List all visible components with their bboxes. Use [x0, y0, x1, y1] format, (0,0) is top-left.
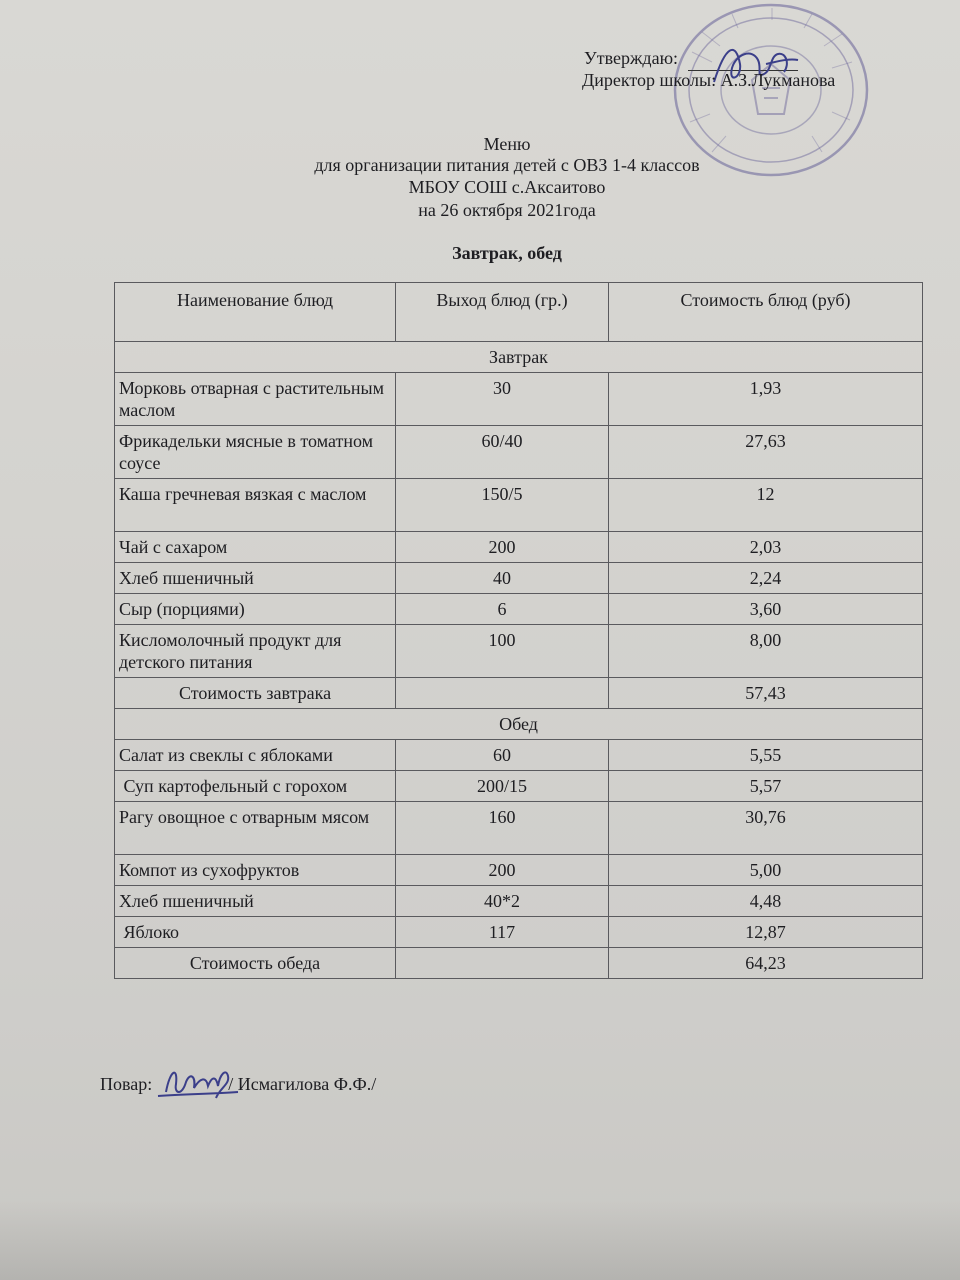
- dish-weight: 117: [396, 917, 609, 948]
- dish-price: 2,24: [609, 563, 923, 594]
- dish-weight: 40*2: [396, 886, 609, 917]
- empty-cell: [396, 948, 609, 979]
- breakfast-section-row: [115, 342, 923, 373]
- dish-price: 2,03: [609, 532, 923, 563]
- dish-price: 8,00: [609, 625, 923, 678]
- col-header-price: Стоимость блюд (руб): [609, 283, 923, 342]
- dish-weight: 40: [396, 563, 609, 594]
- table-row: [115, 625, 923, 678]
- approve-line: [584, 48, 678, 69]
- table-row: [115, 802, 923, 855]
- dish-name: Чай с сахаром: [115, 532, 396, 563]
- dish-price: 5,57: [609, 771, 923, 802]
- dish-weight: 6: [396, 594, 609, 625]
- menu-table: [114, 282, 923, 979]
- table-header-row: [115, 283, 923, 342]
- dish-price: 12,87: [609, 917, 923, 948]
- table-row: [115, 886, 923, 917]
- dish-name: Каша гречневая вязкая с маслом: [115, 479, 396, 532]
- breakfast-label: Завтрак: [115, 342, 923, 373]
- table-row: [115, 771, 923, 802]
- dish-weight: 160: [396, 802, 609, 855]
- dish-name: Салат из свеклы с яблоками: [115, 740, 396, 771]
- director-label: Директор школы:: [582, 70, 717, 90]
- approve-label: Утверждаю:: [584, 48, 679, 68]
- lunch-section-row: [115, 709, 923, 740]
- dish-price: 30,76: [609, 802, 923, 855]
- dish-name: Фрикадельки мясные в томатном соусе: [115, 426, 396, 479]
- dish-name: Яблоко: [115, 917, 396, 948]
- table-row: [115, 563, 923, 594]
- table-row: [115, 740, 923, 771]
- dish-price: 5,55: [609, 740, 923, 771]
- cook-signature: [156, 1058, 240, 1102]
- col-header-dish: Наименование блюд: [115, 283, 396, 342]
- director-name: А.З.Лукманова: [720, 70, 836, 90]
- dish-weight: 200: [396, 532, 609, 563]
- lunch-label: Обед: [115, 709, 923, 740]
- dish-price: 12: [609, 479, 923, 532]
- table-row: [115, 373, 923, 426]
- col-header-weight: Выход блюд (гр.): [396, 283, 609, 342]
- dish-price: 3,60: [609, 594, 923, 625]
- dish-weight: 30: [396, 373, 609, 426]
- dish-weight: 60: [396, 740, 609, 771]
- table-row: [115, 532, 923, 563]
- dish-name: Суп картофельный с горохом: [115, 771, 396, 802]
- dish-price: 5,00: [609, 855, 923, 886]
- dish-price: 4,48: [609, 886, 923, 917]
- breakfast-total-row: [115, 678, 923, 709]
- dish-name: Компот из сухофруктов: [115, 855, 396, 886]
- dish-weight: 200: [396, 855, 609, 886]
- dish-name: Кисломолочный продукт для детского питания: [115, 625, 396, 678]
- paper-shadow: [0, 1200, 960, 1280]
- menu-subtitle: для организации питания детей с ОВЗ 1-4 классов: [314, 155, 700, 175]
- table-row: [115, 594, 923, 625]
- dish-weight: 200/15: [396, 771, 609, 802]
- lunch-total-row: [115, 948, 923, 979]
- school-name: МБОУ СОШ с.Аксаитово: [408, 177, 606, 197]
- empty-cell: [396, 678, 609, 709]
- lunch-total-label: Стоимость обеда: [115, 948, 396, 979]
- dish-weight: 100: [396, 625, 609, 678]
- table-row: [115, 426, 923, 479]
- meals-title: Завтрак, обед: [452, 243, 562, 263]
- dish-name: Рагу овощное с отварным мясом: [115, 802, 396, 855]
- table-row: [115, 917, 923, 948]
- breakfast-total-label: Стоимость завтрака: [115, 678, 396, 709]
- lunch-total-value: 64,23: [609, 948, 923, 979]
- menu-title: Меню: [483, 134, 531, 154]
- dish-name: Хлеб пшеничный: [115, 886, 396, 917]
- dish-price: 27,63: [609, 426, 923, 479]
- breakfast-total-value: 57,43: [609, 678, 923, 709]
- cook-name: / Исмагилова Ф.Ф./: [228, 1074, 377, 1094]
- cook-label: Повар:: [100, 1074, 153, 1094]
- table-row: [115, 855, 923, 886]
- dish-name: Морковь отварная с растительным маслом: [115, 373, 396, 426]
- director-line: [582, 70, 835, 91]
- menu-date: на 26 октября 2021года: [418, 200, 596, 220]
- dish-weight: 150/5: [396, 479, 609, 532]
- dish-weight: 60/40: [396, 426, 609, 479]
- table-row: [115, 479, 923, 532]
- dish-name: Сыр (порциями): [115, 594, 396, 625]
- dish-name: Хлеб пшеничный: [115, 563, 396, 594]
- dish-price: 1,93: [609, 373, 923, 426]
